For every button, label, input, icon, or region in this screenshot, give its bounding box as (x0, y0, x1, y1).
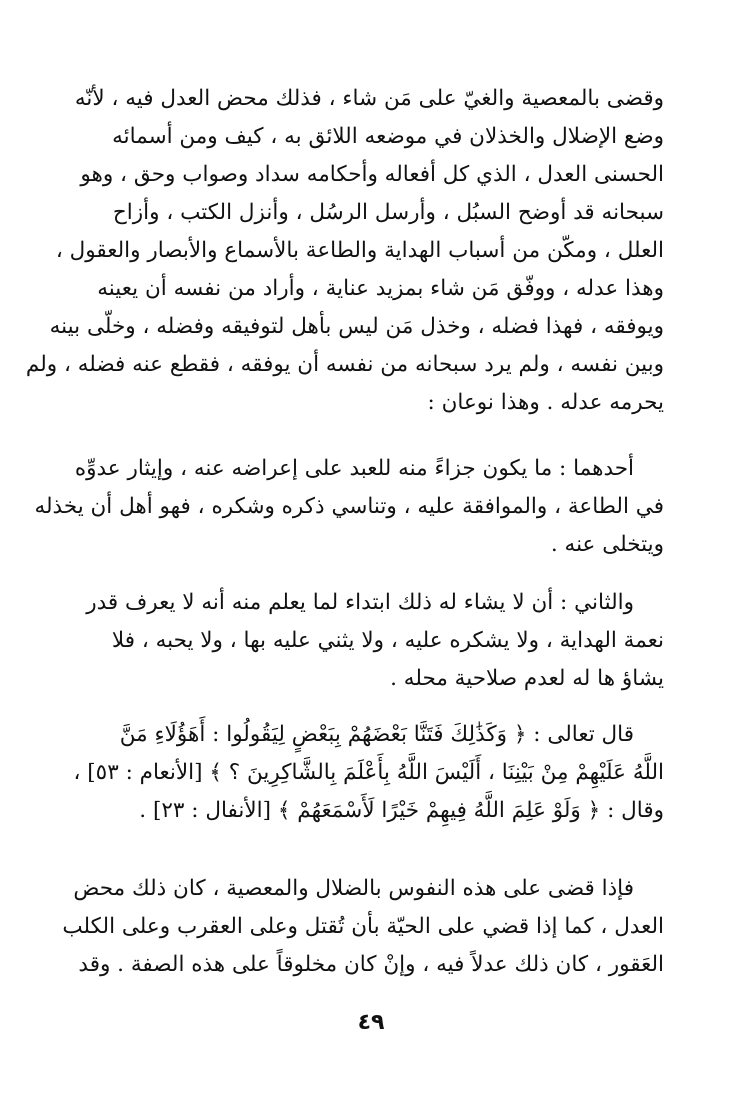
text-line: يشاؤ ها له لعدم صلاحية محله . (390, 666, 664, 691)
paragraph-4-quran-citation (73, 716, 664, 830)
text-line: العَقور ، كان ذلك عدلاً فيه ، وإنْ كان مخلوقاً على هذه الصفة . وقد (78, 952, 664, 977)
text-line: قال تعالى : ﴿ وَكَذَٰلِكَ فَتَنَّا بَعْضَهُمْ بِبَعْضٍ لِيَقُولُوا : أَهَؤُلَاءِ مَنَّ (119, 722, 634, 747)
text-line: وضع الإضلال والخذلان في موضعه اللائق به ، كيف ومن أسمائه (112, 124, 664, 149)
paragraph-1 (25, 80, 664, 422)
text-line: العدل ، كما إذا قضي على الحيّة بأن تُقتل وعلى العقرب وعلى الكلب (62, 914, 664, 939)
page-number: ٤٩ (357, 1010, 385, 1035)
text-line: والثاني : أن لا يشاء له ذلك ابتداء لما يعلم منه أنه لا يعرف قدر (86, 590, 634, 615)
text-line: اللَّهُ عَلَيْهِمْ مِنْ بَيْنِنَا ، أَلَيْسَ اللَّهُ بِأَعْلَمَ بِالشَّاكِرِينَ ؟ ﴾ [الأنعام : ٥٣] ، (73, 760, 664, 785)
text-line: الحسنى العدل ، الذي كل أفعاله وأحكامه سداد وصواب وحق ، وهو (80, 162, 664, 187)
text-line: العلل ، ومكّن من أسباب الهداية والطاعة بالأسماع والأبصار والعقول ، (55, 238, 664, 263)
text-line: في الطاعة ، والموافقة عليه ، وتناسي ذكره وشكره ، فهو أهل أن يخذله (34, 494, 664, 519)
text-line: ويوفقه ، فهذا فضله ، وخذل مَن ليس بأهل لتوفيقه وفضله ، وخلّى بينه (49, 314, 664, 339)
text-line: وقال : ﴿ وَلَوْ عَلِمَ اللَّهُ فِيهِمْ خَيْرًا لَأَسْمَعَهُمْ ﴾ [الأنفال : ٢٣] . (139, 798, 664, 823)
paragraph-2 (34, 450, 664, 564)
text-line: فإذا قضى على هذه النفوس بالضلال والمعصية ، كان ذلك محض (73, 876, 634, 901)
text-line: نعمة الهداية ، ولا يشكره عليه ، ولا يثني عليه بها ، ولا يحبه ، فلا (111, 628, 664, 653)
text-line: يحرمه عدله . وهذا نوعان : (427, 390, 664, 415)
paragraph-5 (62, 870, 664, 984)
text-line: ويتخلى عنه . (550, 532, 664, 557)
text-line: أحدهما : ما يكون جزاءً منه للعبد على إعراضه عنه ، وإيثار عدوِّه (74, 456, 634, 481)
text-line: وقضى بالمعصية والغيّ على مَن شاء ، فذلك محض العدل فيه ، لأنّه (74, 86, 664, 111)
paragraph-3 (78, 584, 664, 698)
text-line: وهذا عدله ، ووفّق مَن شاء بمزيد عناية ، وأراد من نفسه أن يعينه (97, 276, 664, 301)
text-line: سبحانه قد أوضح السبُل ، وأرسل الرسُل ، وأنزل الكتب ، وأزاح (112, 200, 664, 225)
text-line: وبين نفسه ، ولم يرد سبحانه من نفسه أن يوفقه ، فقطع عنه فضله ، ولم (25, 352, 664, 377)
